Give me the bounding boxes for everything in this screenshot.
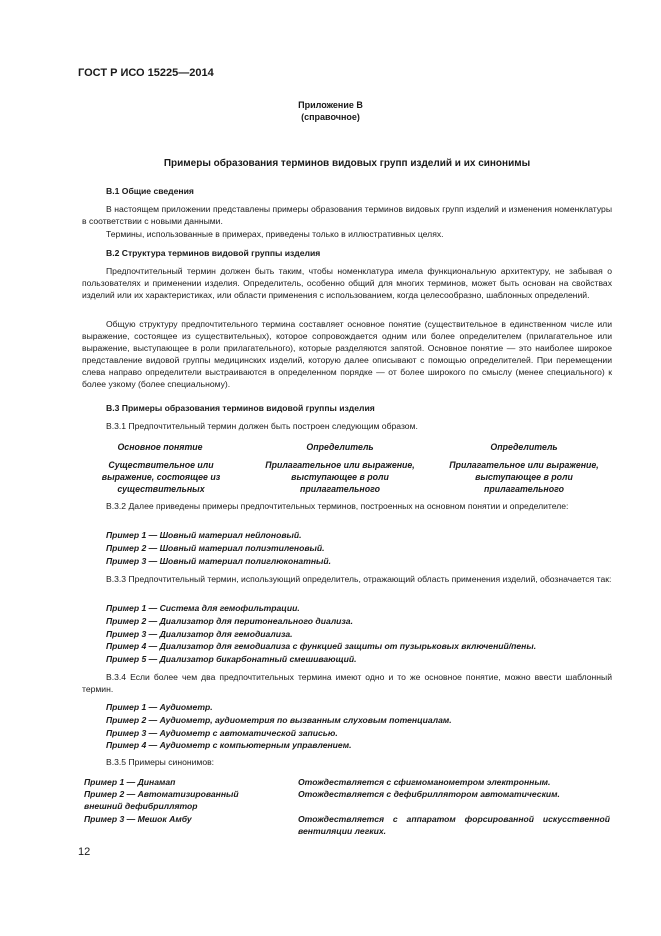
b33-example-5: Пример 5 — Диализатор бикарбонатный смешивающий. — [106, 654, 357, 665]
b33-example-1: Пример 1 — Система для гемофильтрации. — [106, 603, 300, 613]
section-b3-heading: В.3 Примеры образования терминов видовой группы изделия — [106, 403, 375, 413]
structure-col-2-body: Прилагательное или выражение, выступающее в роли прилагательного — [265, 460, 415, 494]
structure-col-3-head: Определитель — [490, 442, 558, 452]
structure-col-1-body: Существительное или выражение, состоящее из существительных — [101, 460, 221, 494]
synonym-1-term: Пример 1 — Динамап — [84, 777, 176, 787]
synonym-3-desc: Отождествляется с аппаратом форсированной искусственной вентиляции легких. — [298, 814, 610, 836]
b33-examples — [106, 602, 612, 666]
b34-example-3: Пример 3 — Аудиометр с автоматической записью. — [106, 727, 338, 738]
section-b2-paragraph-1: Предпочтительный термин должен быть таким, чтобы номенклатура имела функциональную архитектуру, не забывая о пользователях и применении изделия. Определитель, особенно общий для многих терминов, может быть основан на свойствах изделий или их характеристиках, или области применения с использованием, когда целесообразно, шаблонных определений. — [82, 266, 612, 300]
subsection-b35: В.3.5 Примеры синонимов: — [106, 757, 215, 767]
structure-col-2-head: Определитель — [306, 442, 374, 452]
subsection-b32: В.3.2 Далее приведены примеры предпочтительных терминов, построенных на основном понятии и определителе: — [106, 501, 569, 511]
main-title: Примеры образования терминов видовых групп изделий и их синонимы — [163, 158, 531, 169]
document-id: ГОСТ Р ИСО 15225—2014 — [78, 67, 214, 79]
subsection-b31: В.3.1 Предпочтительный термин должен быть построен следующим образом. — [106, 421, 418, 431]
structure-col-3-body: Прилагательное или выражение, выступающее в роли прилагательного — [449, 460, 599, 494]
b34-examples — [106, 701, 612, 752]
subsection-b34: В.3.4 Если более чем два предпочтительных термина имеют одно и то же основное понятие, можно ввести шаблонный термин. — [82, 672, 612, 694]
annex-title: Приложение В — [298, 100, 363, 110]
synonym-3-term: Пример 3 — Мешок Амбу — [84, 814, 192, 824]
annex-subtitle: (справочное) — [301, 112, 360, 122]
section-b2-paragraph-2: Общую структуру предпочтительного термина составляет основное понятие (существительное в единственном числе или выражение, состоящее из существительных), которое сопровождается одним или более определителем (прилагательное или выражение, выступающее в роли прилагательного), которые разделяются запятой. Основное понятие — это наиболее широкое представление видовой группы медицинских изделий, которую далее описывают с помощью определителей. При перемещении слева направо определители выстраиваются в определенном порядке — от более широкого по смыслу (менее специального) к более узкому (более специальному). — [82, 319, 612, 389]
b32-example-2: Пример 2 — Шовный материал полиэтиленовый. — [106, 542, 325, 553]
synonym-1-desc: Отождествляется с сфигмоманометром электронным. — [298, 777, 551, 787]
synonym-2-term-text: Пример 2 — Автоматизированный внешний дефибриллятор — [84, 789, 239, 811]
synonym-2-desc: Отождествляется с дефибриллятором автоматическим. — [298, 789, 560, 799]
section-b1-paragraph-2: Термины, использованные в примерах, приведены только в иллюстративных целях. — [106, 229, 444, 239]
synonym-2-term — [84, 788, 294, 812]
section-b2-heading: В.2 Структура терминов видовой группы изделия — [106, 248, 321, 258]
b34-example-1: Пример 1 — Аудиометр. — [106, 702, 213, 712]
b32-example-3: Пример 3 — Шовный материал полиглюконатный. — [106, 555, 332, 566]
b33-example-4: Пример 4 — Диализатор для гемодиализа с функцией защиты от пузырьковых включений/пены. — [106, 641, 537, 652]
page-number: 12 — [78, 846, 91, 858]
b34-example-2: Пример 2 — Аудиометр, аудиометрия по вызванным слуховым потенциалам. — [106, 714, 452, 725]
b32-example-1: Пример 1 — Шовный материал нейлоновый. — [106, 530, 302, 540]
b34-example-4: Пример 4 — Аудиометр с компьютерным управлением. — [106, 740, 352, 751]
b33-example-3: Пример 3 — Диализатор для гемодиализа. — [106, 628, 293, 639]
section-b1-heading: В.1 Общие сведения — [106, 186, 194, 196]
structure-col-1-head: Основное понятие — [117, 442, 203, 452]
b33-example-2: Пример 2 — Диализатор для перитонеального диализа. — [106, 615, 353, 626]
b32-examples — [106, 529, 612, 567]
section-b1-paragraph-1: В настоящем приложении представлены примеры образования терминов видовых групп изделий и изменения номенклатуры в соответствии с новыми данными. — [82, 204, 612, 226]
subsection-b33: В.3.3 Предпочтительный термин, использующий определитель, отражающий область применения изделий, обозначается так: — [106, 574, 612, 584]
